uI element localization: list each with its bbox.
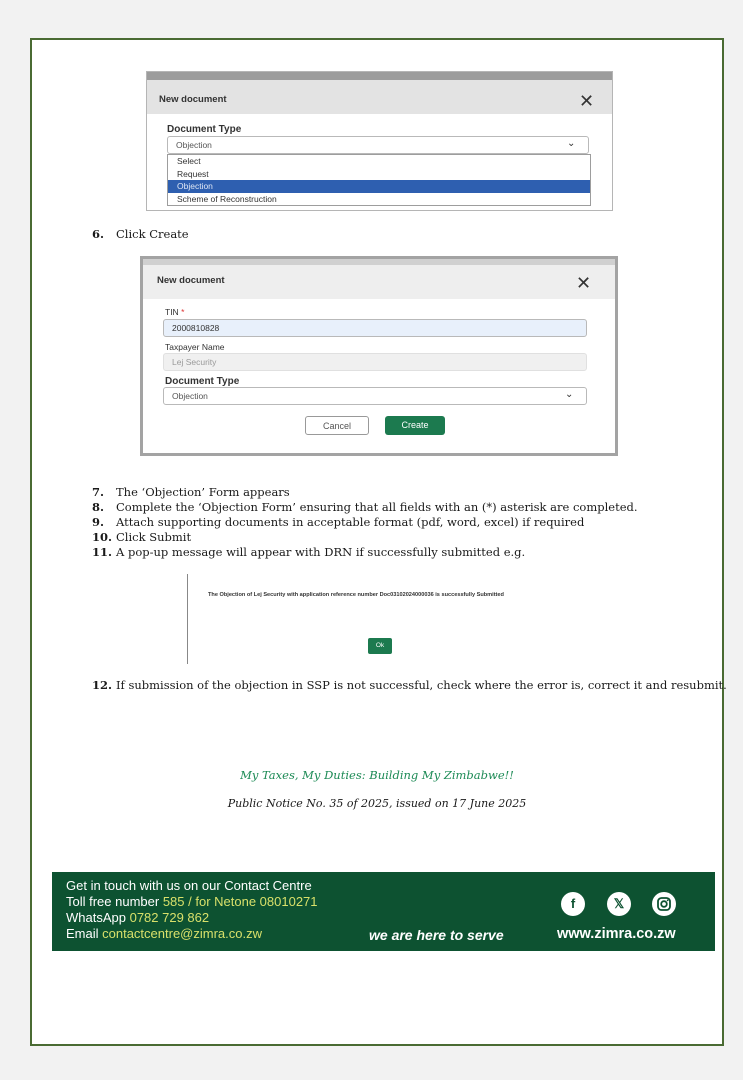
option-objection[interactable]: Objection xyxy=(168,180,590,193)
step-8 xyxy=(92,500,638,514)
close-icon[interactable]: ✕ xyxy=(576,273,592,293)
tagline: we are here to serve xyxy=(369,927,504,943)
step-11 xyxy=(92,545,525,559)
cancel-button[interactable]: Cancel xyxy=(305,416,369,435)
step-6 xyxy=(92,227,189,241)
tollfree-label: Toll free number xyxy=(66,894,163,909)
taxpayer-name-input xyxy=(163,353,587,371)
taxpayer-name-label: Taxpayer Name xyxy=(165,342,225,352)
email-line xyxy=(66,926,262,941)
whatsapp-label: WhatsApp xyxy=(66,910,130,925)
step-9 xyxy=(92,515,584,529)
step-text: If submission of the objection in SSP is not successful, check where the error is, correct it and resubmit. xyxy=(116,678,727,692)
popup-message: The Objection of Lej Security with application reference number Doc03102024000036 is successfully Submitted xyxy=(208,592,504,598)
success-popup xyxy=(187,574,504,664)
ok-button[interactable]: Ok xyxy=(368,638,392,654)
document-page xyxy=(30,38,727,1046)
step-text: A pop-up message will appear with DRN if successfully submitted e.g. xyxy=(116,545,526,559)
step-number: 12. xyxy=(92,678,113,692)
step-10 xyxy=(92,530,191,544)
step-number: 6. xyxy=(92,227,105,241)
step-number: 11. xyxy=(92,545,113,559)
tin-label xyxy=(165,307,184,317)
taxpayer-name-value: Lej Security xyxy=(172,357,217,367)
chevron-down-icon: ⌄ xyxy=(565,389,574,400)
step-number: 10. xyxy=(92,530,113,544)
dialog-header xyxy=(147,72,612,114)
email-label: Email xyxy=(66,926,103,941)
whatsapp-number[interactable]: 0782 729 862 xyxy=(129,910,210,925)
step-text: Attach supporting documents in acceptable format (pdf, word, excel) if required xyxy=(116,515,585,529)
step-number: 7. xyxy=(92,485,105,499)
step-number: 8. xyxy=(92,500,105,514)
whatsapp-line xyxy=(66,910,209,925)
instagram-glyph xyxy=(652,892,676,916)
option-request[interactable]: Request xyxy=(177,168,209,179)
option-select[interactable]: Select xyxy=(177,156,201,166)
screenshot-new-document-form xyxy=(140,256,618,456)
document-type-select[interactable] xyxy=(167,136,589,154)
motto: My Taxes, My Duties: Building My Zimbabwe!! xyxy=(240,768,514,782)
public-notice: Public Notice No. 35 of 2025, issued on 17 June 2025 xyxy=(227,797,527,810)
step-number: 9. xyxy=(92,515,105,529)
contact-heading: Get in touch with us on our Contact Centre xyxy=(66,878,312,893)
email-link[interactable]: contactcentre@zimra.co.zw xyxy=(102,926,262,941)
tin-input[interactable] xyxy=(163,319,587,337)
chevron-down-icon: ⌄ xyxy=(567,138,576,149)
dialog-title: New document xyxy=(159,94,227,105)
step-text: Complete the ‘Objection Form’ ensuring that all fields with an (*) asterisk are completed. xyxy=(116,500,638,514)
x-icon[interactable]: 𝕏 xyxy=(607,892,631,916)
tollfree-line xyxy=(66,894,318,909)
step-text: Click Submit xyxy=(116,530,192,544)
contact-footer xyxy=(52,872,715,951)
instagram-icon[interactable] xyxy=(652,892,676,916)
document-type-select[interactable] xyxy=(163,387,587,405)
step-12 xyxy=(92,678,727,692)
step-text: The ‘Objection’ Form appears xyxy=(116,485,290,499)
tin-value: 2000810828 xyxy=(172,323,220,333)
option-scheme-of-reconstruction[interactable]: Scheme of Reconstruction xyxy=(177,193,277,204)
document-type-label: Document Type xyxy=(165,376,240,387)
document-type-label: Document Type xyxy=(167,124,242,135)
close-icon[interactable]: ✕ xyxy=(579,91,595,111)
document-type-options xyxy=(167,154,591,206)
document-type-value: Objection xyxy=(172,391,208,401)
required-mark: * xyxy=(181,307,185,317)
document-type-value: Objection xyxy=(176,140,212,150)
create-button[interactable]: Create xyxy=(385,416,445,435)
step-7 xyxy=(92,485,290,499)
screenshot-document-type-dropdown xyxy=(146,71,613,211)
facebook-icon[interactable]: f xyxy=(561,892,585,916)
website-link[interactable]: www.zimra.co.zw xyxy=(557,926,676,942)
tin-label-text: TIN xyxy=(165,307,179,317)
step-text: Click Create xyxy=(116,227,189,241)
tollfree-number[interactable]: 585 / for Netone 08010271 xyxy=(162,894,318,909)
dialog-title: New document xyxy=(157,275,225,286)
